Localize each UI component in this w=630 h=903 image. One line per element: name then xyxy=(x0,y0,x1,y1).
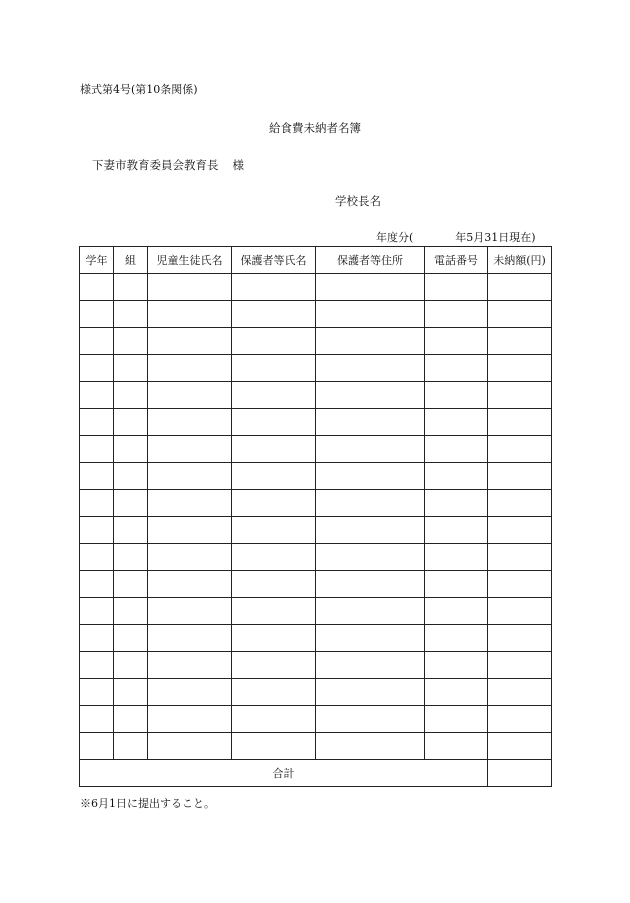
guardian-name-cell[interactable] xyxy=(232,733,316,760)
grade-cell[interactable] xyxy=(80,382,114,409)
unpaid-amount-cell[interactable] xyxy=(488,517,552,544)
guardian-name-cell[interactable] xyxy=(232,409,316,436)
phone-cell[interactable] xyxy=(425,652,488,679)
table-body xyxy=(80,274,552,760)
table-row xyxy=(80,490,552,517)
table-row xyxy=(80,382,552,409)
guardian-name-cell[interactable] xyxy=(232,652,316,679)
phone-cell[interactable] xyxy=(425,706,488,733)
unpaid-amount-cell[interactable] xyxy=(488,679,552,706)
class-cell[interactable] xyxy=(114,436,148,463)
class-cell[interactable] xyxy=(114,490,148,517)
principal-name-label: 学校長名 xyxy=(335,194,381,208)
class-cell[interactable] xyxy=(114,517,148,544)
student-name-cell[interactable] xyxy=(148,463,232,490)
total-value-cell[interactable] xyxy=(488,760,552,787)
student-name-cell[interactable] xyxy=(148,571,232,598)
grade-cell[interactable] xyxy=(80,409,114,436)
header-student-name: 児童生徒氏名 xyxy=(148,247,232,274)
unpaid-amount-cell[interactable] xyxy=(488,652,552,679)
addressee-name: 下妻市教育委員会教育長 xyxy=(92,158,219,172)
unpaid-amount-cell[interactable] xyxy=(488,544,552,571)
document-title: 給食費未納者名簿 xyxy=(269,121,361,135)
class-cell[interactable] xyxy=(114,625,148,652)
unpaid-amount-cell[interactable] xyxy=(488,382,552,409)
table-row xyxy=(80,571,552,598)
unpaid-amount-cell[interactable] xyxy=(488,733,552,760)
total-label: 合計 xyxy=(80,760,488,787)
unpaid-amount-cell[interactable] xyxy=(488,301,552,328)
grade-cell[interactable] xyxy=(80,301,114,328)
table-row xyxy=(80,409,552,436)
unpaid-amount-cell[interactable] xyxy=(488,409,552,436)
unpaid-amount-cell[interactable] xyxy=(488,571,552,598)
guardian-address-cell[interactable] xyxy=(316,625,425,652)
header-grade: 学年 xyxy=(80,247,114,274)
class-cell[interactable] xyxy=(114,598,148,625)
class-cell[interactable] xyxy=(114,382,148,409)
grade-cell[interactable] xyxy=(80,598,114,625)
guardian-name-cell[interactable] xyxy=(232,490,316,517)
table-header-row xyxy=(80,247,552,274)
unpaid-amount-cell[interactable] xyxy=(488,598,552,625)
unpaid-amount-cell[interactable] xyxy=(488,463,552,490)
phone-cell[interactable] xyxy=(425,733,488,760)
form-number: 様式第4号(第10条関係) xyxy=(80,83,198,96)
guardian-name-cell[interactable] xyxy=(232,382,316,409)
guardian-name-cell[interactable] xyxy=(232,625,316,652)
year-line xyxy=(376,229,536,245)
student-name-cell[interactable] xyxy=(148,409,232,436)
guardian-address-cell[interactable] xyxy=(316,274,425,301)
header-phone: 電話番号 xyxy=(425,247,488,274)
class-cell[interactable] xyxy=(114,463,148,490)
guardian-address-cell[interactable] xyxy=(316,706,425,733)
student-name-cell[interactable] xyxy=(148,625,232,652)
guardian-name-cell[interactable] xyxy=(232,436,316,463)
guardian-address-cell[interactable] xyxy=(316,490,425,517)
year-prefix: 年度分( xyxy=(376,231,414,244)
grade-cell[interactable] xyxy=(80,463,114,490)
phone-cell[interactable] xyxy=(425,571,488,598)
student-name-cell[interactable] xyxy=(148,355,232,382)
student-name-cell[interactable] xyxy=(148,436,232,463)
class-cell[interactable] xyxy=(114,706,148,733)
class-cell[interactable] xyxy=(114,355,148,382)
unpaid-amount-cell[interactable] xyxy=(488,490,552,517)
phone-cell[interactable] xyxy=(425,436,488,463)
guardian-name-cell[interactable] xyxy=(232,679,316,706)
phone-cell[interactable] xyxy=(425,679,488,706)
total-row xyxy=(80,760,552,787)
table-row xyxy=(80,328,552,355)
student-name-cell[interactable] xyxy=(148,517,232,544)
guardian-address-cell[interactable] xyxy=(316,328,425,355)
guardian-name-cell[interactable] xyxy=(232,706,316,733)
student-name-cell[interactable] xyxy=(148,328,232,355)
guardian-address-cell[interactable] xyxy=(316,382,425,409)
guardian-address-cell[interactable] xyxy=(316,301,425,328)
grade-cell[interactable] xyxy=(80,679,114,706)
grade-cell[interactable] xyxy=(80,436,114,463)
guardian-address-cell[interactable] xyxy=(316,517,425,544)
guardian-address-cell[interactable] xyxy=(316,409,425,436)
phone-cell[interactable] xyxy=(425,328,488,355)
guardian-name-cell[interactable] xyxy=(232,355,316,382)
grade-cell[interactable] xyxy=(80,706,114,733)
grade-cell[interactable] xyxy=(80,274,114,301)
guardian-address-cell[interactable] xyxy=(316,355,425,382)
year-suffix: 年5月31日現在) xyxy=(455,231,536,244)
guardian-name-cell[interactable] xyxy=(232,463,316,490)
unpaid-amount-cell[interactable] xyxy=(488,436,552,463)
grade-cell[interactable] xyxy=(80,625,114,652)
header-unpaid-amount: 未納額(円) xyxy=(488,247,552,274)
table-row xyxy=(80,301,552,328)
guardian-address-cell[interactable] xyxy=(316,571,425,598)
table-row xyxy=(80,652,552,679)
phone-cell[interactable] xyxy=(425,301,488,328)
grade-cell[interactable] xyxy=(80,517,114,544)
guardian-name-cell[interactable] xyxy=(232,274,316,301)
class-cell[interactable] xyxy=(114,679,148,706)
phone-cell[interactable] xyxy=(425,490,488,517)
addressee-honorific: 様 xyxy=(232,158,244,172)
table-row xyxy=(80,733,552,760)
table-row xyxy=(80,436,552,463)
header-class: 組 xyxy=(114,247,148,274)
grade-cell[interactable] xyxy=(80,571,114,598)
table-row xyxy=(80,706,552,733)
guardian-address-cell[interactable] xyxy=(316,598,425,625)
phone-cell[interactable] xyxy=(425,625,488,652)
student-name-cell[interactable] xyxy=(148,598,232,625)
unpaid-amount-cell[interactable] xyxy=(488,328,552,355)
unpaid-amount-cell[interactable] xyxy=(488,706,552,733)
guardian-name-cell[interactable] xyxy=(232,328,316,355)
student-name-cell[interactable] xyxy=(148,706,232,733)
guardian-name-cell[interactable] xyxy=(232,598,316,625)
table-row xyxy=(80,463,552,490)
guardian-address-cell[interactable] xyxy=(316,544,425,571)
header-guardian-name: 保護者等氏名 xyxy=(232,247,316,274)
student-name-cell[interactable] xyxy=(148,733,232,760)
table-row xyxy=(80,598,552,625)
guardian-address-cell[interactable] xyxy=(316,733,425,760)
class-cell[interactable] xyxy=(114,652,148,679)
class-cell[interactable] xyxy=(114,733,148,760)
guardian-name-cell[interactable] xyxy=(232,571,316,598)
header-guardian-address: 保護者等住所 xyxy=(316,247,425,274)
grade-cell[interactable] xyxy=(80,733,114,760)
student-name-cell[interactable] xyxy=(148,544,232,571)
table-row xyxy=(80,517,552,544)
phone-cell[interactable] xyxy=(425,382,488,409)
phone-cell[interactable] xyxy=(425,598,488,625)
class-cell[interactable] xyxy=(114,274,148,301)
guardian-address-cell[interactable] xyxy=(316,436,425,463)
submission-note: ※6月1日に提出すること。 xyxy=(80,797,215,810)
guardian-name-cell[interactable] xyxy=(232,544,316,571)
phone-cell[interactable] xyxy=(425,355,488,382)
class-cell[interactable] xyxy=(114,571,148,598)
student-name-cell[interactable] xyxy=(148,274,232,301)
phone-cell[interactable] xyxy=(425,409,488,436)
addressee xyxy=(92,157,244,173)
guardian-address-cell[interactable] xyxy=(316,679,425,706)
student-name-cell[interactable] xyxy=(148,679,232,706)
phone-cell[interactable] xyxy=(425,463,488,490)
student-name-cell[interactable] xyxy=(148,652,232,679)
table-row xyxy=(80,355,552,382)
phone-cell[interactable] xyxy=(425,517,488,544)
student-name-cell[interactable] xyxy=(148,490,232,517)
class-cell[interactable] xyxy=(114,301,148,328)
grade-cell[interactable] xyxy=(80,328,114,355)
unpaid-amount-cell[interactable] xyxy=(488,355,552,382)
guardian-name-cell[interactable] xyxy=(232,517,316,544)
phone-cell[interactable] xyxy=(425,274,488,301)
table-row xyxy=(80,274,552,301)
guardian-address-cell[interactable] xyxy=(316,652,425,679)
grade-cell[interactable] xyxy=(80,652,114,679)
class-cell[interactable] xyxy=(114,328,148,355)
unpaid-roster-table xyxy=(79,246,552,787)
guardian-name-cell[interactable] xyxy=(232,301,316,328)
class-cell[interactable] xyxy=(114,409,148,436)
grade-cell[interactable] xyxy=(80,490,114,517)
table-row xyxy=(80,625,552,652)
class-cell[interactable] xyxy=(114,544,148,571)
table-row xyxy=(80,679,552,706)
student-name-cell[interactable] xyxy=(148,382,232,409)
unpaid-amount-cell[interactable] xyxy=(488,274,552,301)
guardian-address-cell[interactable] xyxy=(316,463,425,490)
student-name-cell[interactable] xyxy=(148,301,232,328)
table-row xyxy=(80,544,552,571)
grade-cell[interactable] xyxy=(80,544,114,571)
unpaid-amount-cell[interactable] xyxy=(488,625,552,652)
grade-cell[interactable] xyxy=(80,355,114,382)
phone-cell[interactable] xyxy=(425,544,488,571)
